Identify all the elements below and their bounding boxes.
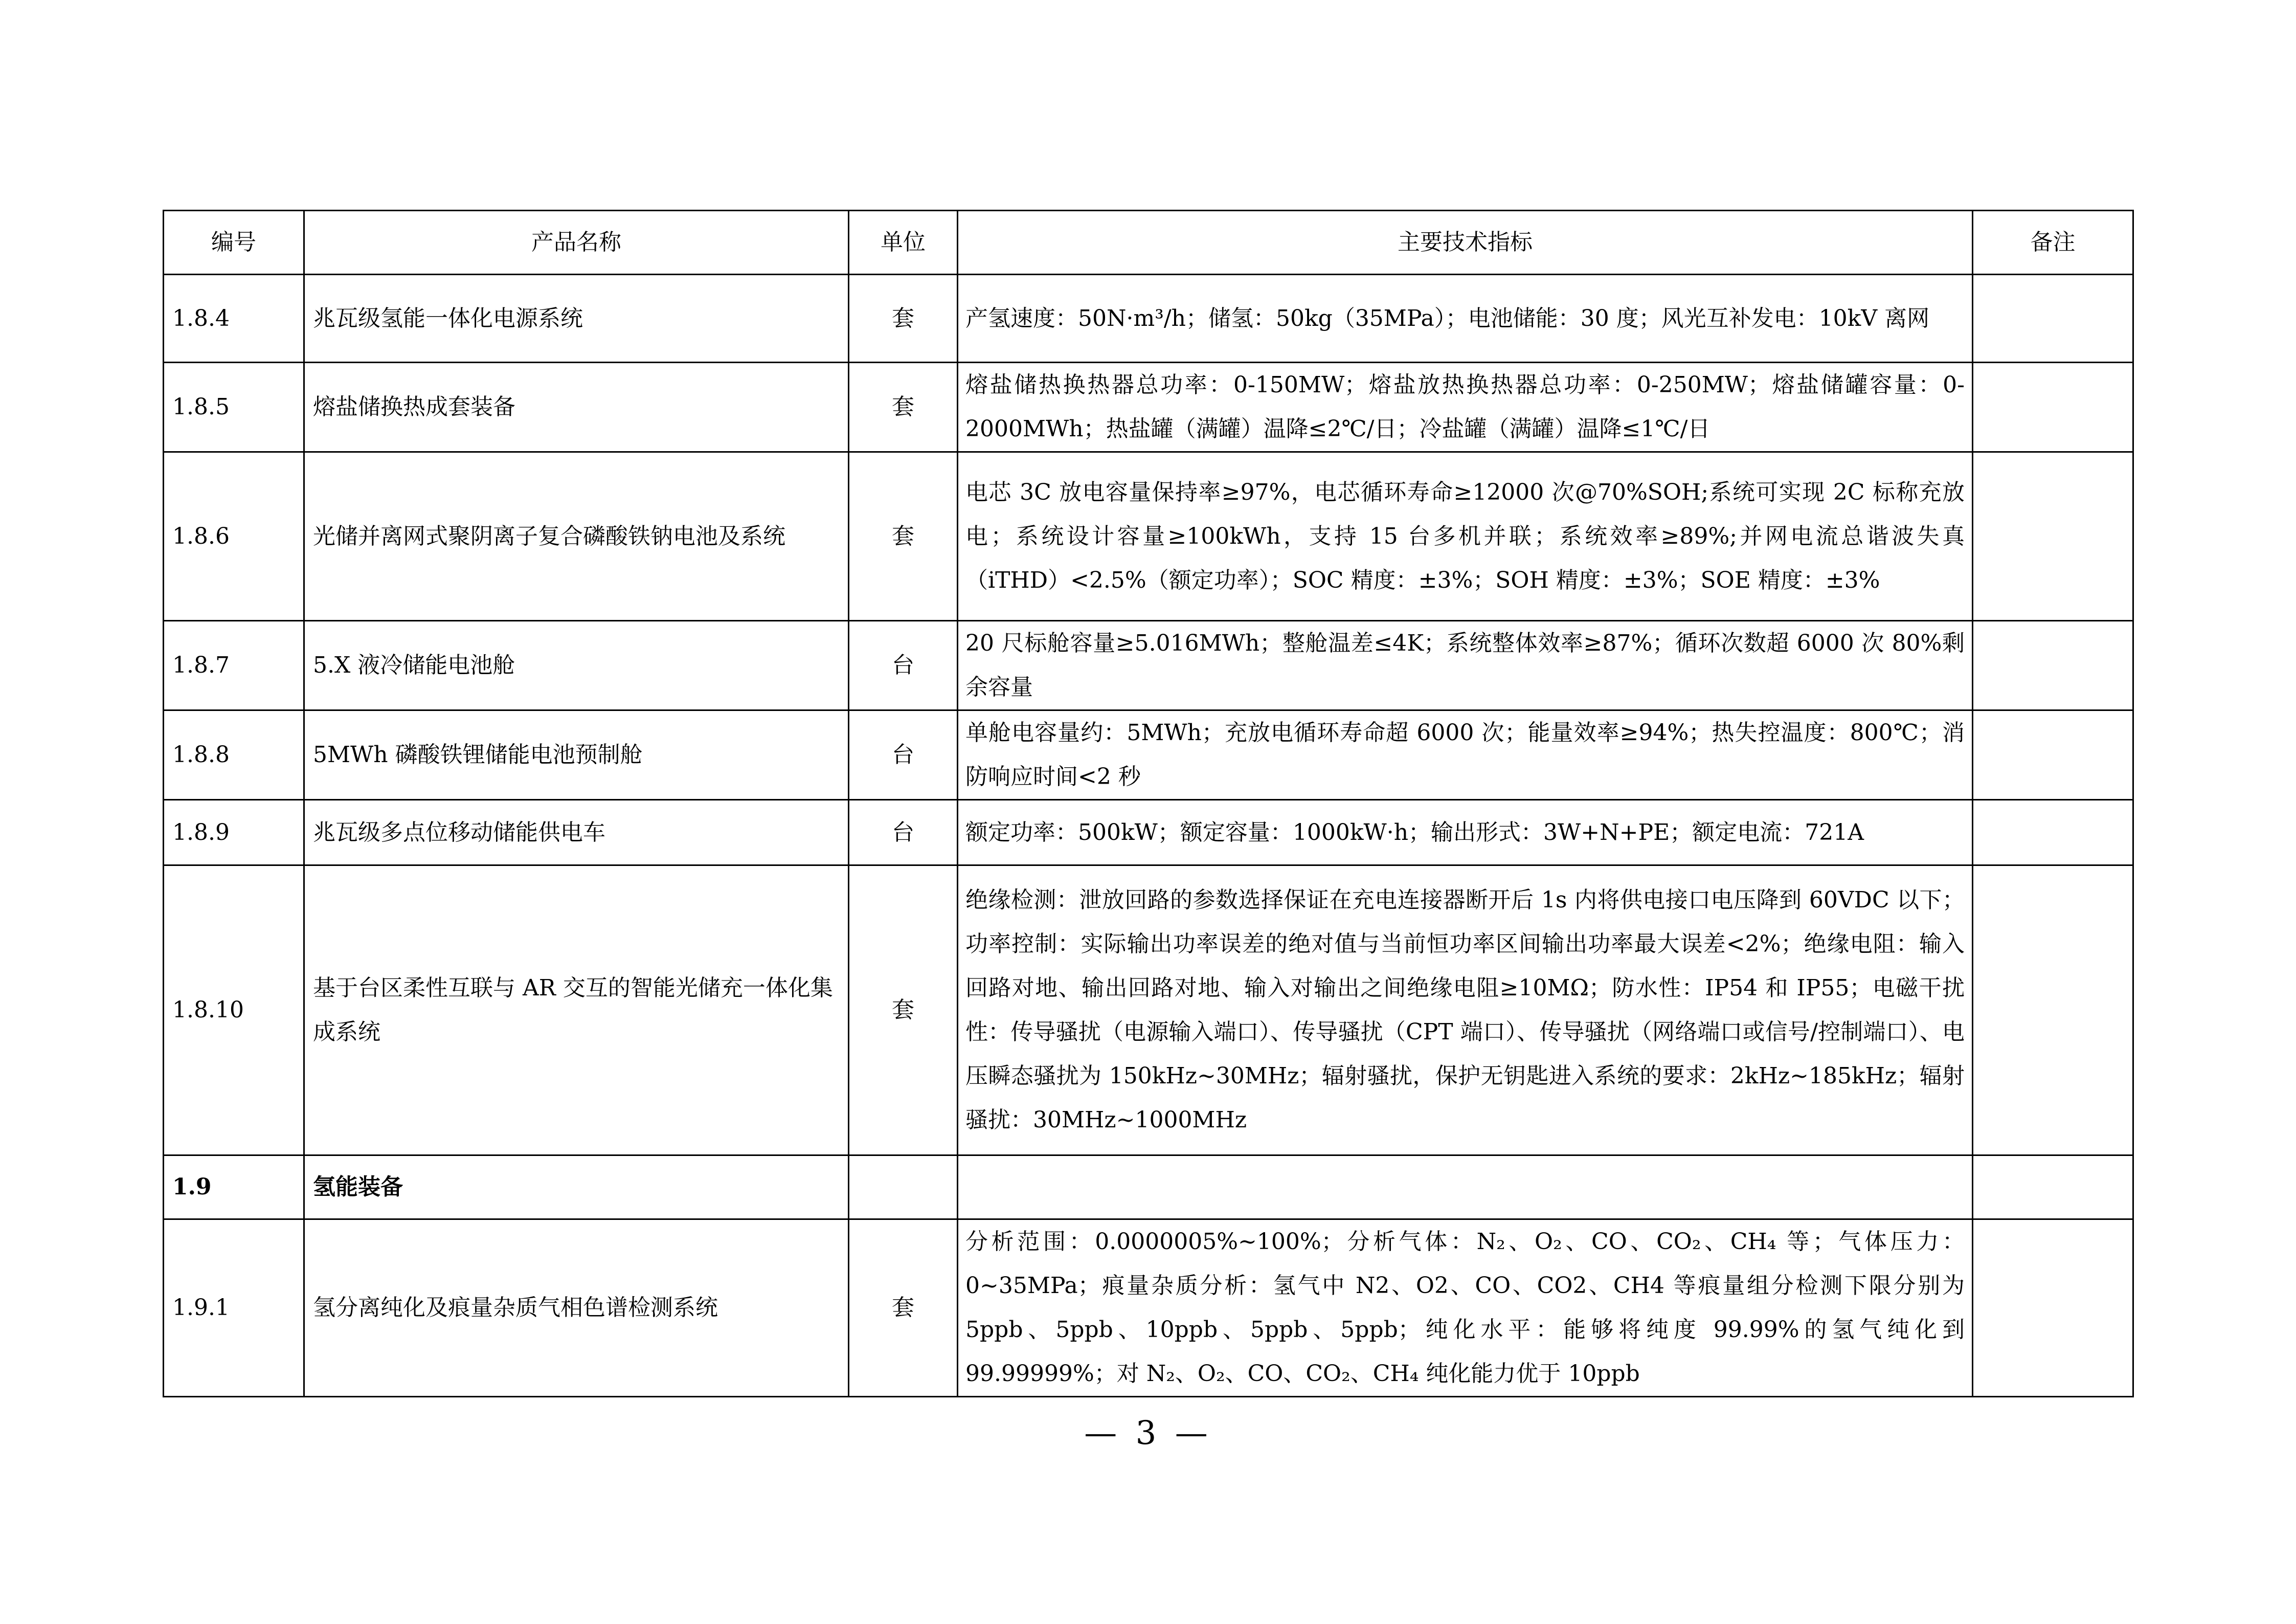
table-row [164, 452, 2133, 621]
row-id: 1.8.7 [164, 621, 304, 710]
table-row [164, 1219, 2133, 1397]
row-id: 1.8.8 [164, 710, 304, 800]
section-unit [849, 1155, 958, 1219]
row-unit: 套 [849, 865, 958, 1155]
header-unit: 单位 [849, 211, 958, 275]
row-unit: 台 [849, 800, 958, 865]
row-name: 基于台区柔性互联与 AR 交互的智能光储充一体化集成系统 [304, 865, 849, 1155]
table-row [164, 710, 2133, 800]
table-row [164, 800, 2133, 865]
section-remark [1973, 1155, 2133, 1219]
row-spec: 额定功率：500kW；额定容量：1000kW·h；输出形式：3W+N+PE；额定电流：721A [958, 800, 1973, 865]
row-remark [1973, 865, 2133, 1155]
row-remark [1973, 452, 2133, 621]
row-unit: 套 [849, 1219, 958, 1397]
row-remark [1973, 621, 2133, 710]
row-id: 1.8.6 [164, 452, 304, 621]
table-row [164, 621, 2133, 710]
row-id: 1.8.9 [164, 800, 304, 865]
row-unit: 套 [849, 363, 958, 452]
table-header-row [164, 211, 2133, 275]
row-remark [1973, 710, 2133, 800]
table-row [164, 275, 2133, 363]
row-name: 兆瓦级多点位移动储能供电车 [304, 800, 849, 865]
row-spec: 单舱电容量约：5MWh；充放电循环寿命超 6000 次；能量效率≥94%；热失控温度：800℃；消防响应时间<2 秒 [958, 710, 1973, 800]
row-id: 1.8.10 [164, 865, 304, 1155]
header-spec: 主要技术指标 [958, 211, 1973, 275]
section-name: 氢能装备 [304, 1155, 849, 1219]
row-remark [1973, 363, 2133, 452]
row-id: 1.8.4 [164, 275, 304, 363]
row-remark [1973, 800, 2133, 865]
row-spec: 20 尺标舱容量≥5.016MWh；整舱温差≤4K；系统整体效率≥87%；循环次数超 6000 次 80%剩余容量 [958, 621, 1973, 710]
section-row [164, 1155, 2133, 1219]
row-unit: 套 [849, 275, 958, 363]
row-remark [1973, 275, 2133, 363]
row-name: 5.X 液冷储能电池舱 [304, 621, 849, 710]
section-id: 1.9 [164, 1155, 304, 1219]
row-name: 5MWh 磷酸铁锂储能电池预制舱 [304, 710, 849, 800]
row-remark [1973, 1219, 2133, 1397]
row-unit: 台 [849, 621, 958, 710]
row-id: 1.8.5 [164, 363, 304, 452]
header-name: 产品名称 [304, 211, 849, 275]
row-unit: 套 [849, 452, 958, 621]
section-spec [958, 1155, 1973, 1219]
table-row [164, 865, 2133, 1155]
header-id: 编号 [164, 211, 304, 275]
row-name: 熔盐储换热成套装备 [304, 363, 849, 452]
row-spec: 电芯 3C 放电容量保持率≥97%，电芯循环寿命≥12000 次@70%SOH;系统可实现 2C 标称充放电；系统设计容量≥100kWh，支持 15 台多机并联；系统效率≥89%;并网电流总谐波失真（iTHD）<2.5%（额定功率）；SOC 精度：±3%；SOH 精度：±3%；SOE 精度：±3% [958, 452, 1973, 621]
page-number: — 3 — [1084, 1414, 1212, 1452]
row-spec: 分析范围：0.0000005%~100%；分析气体：N₂、O₂、CO、CO₂、CH₄ 等；气体压力：0~35MPa；痕量杂质分析：氢气中 N2、O2、CO、CO2、CH4 等痕量组分检测下限分别为 5ppb、5ppb、10ppb、5ppb、5ppb；纯化水平：能够将纯度 99.99%的氢气纯化到 99.99999%；对 N₂、O₂、CO、CO₂、CH₄ 纯化能力优于 10ppb [958, 1219, 1973, 1397]
row-spec: 熔盐储热换热器总功率：0-150MW；熔盐放热换热器总功率：0-250MW；熔盐储罐容量：0-2000MWh；热盐罐（满罐）温降≤2℃/日；冷盐罐（满罐）温降≤1℃/日 [958, 363, 1973, 452]
table-row [164, 363, 2133, 452]
product-spec-table [163, 210, 2134, 1397]
row-spec: 绝缘检测：泄放回路的参数选择保证在充电连接器断开后 1s 内将供电接口电压降到 60VDC 以下；功率控制：实际输出功率误差的绝对值与当前恒功率区间输出功率最大误差<2%；绝缘电阻：输入回路对地、输出回路对地、输入对输出之间绝缘电阻≥10MΩ；防水性：IP54 和 IP55；电磁干扰性：传导骚扰（电源输入端口）、传导骚扰（CPT 端口）、传导骚扰（网络端口或信号/控制端口）、电压瞬态骚扰为 150kHz~30MHz；辐射骚扰，保护无钥匙进入系统的要求：2kHz~185kHz；辐射骚扰：30MHz~1000MHz [958, 865, 1973, 1155]
row-name: 兆瓦级氢能一体化电源系统 [304, 275, 849, 363]
row-name: 氢分离纯化及痕量杂质气相色谱检测系统 [304, 1219, 849, 1397]
row-spec: 产氢速度：50N·m³/h；储氢：50kg（35MPa）；电池储能：30 度；风光互补发电：10kV 离网 [958, 275, 1973, 363]
header-remark: 备注 [1973, 211, 2133, 275]
row-id: 1.9.1 [164, 1219, 304, 1397]
row-name: 光储并离网式聚阴离子复合磷酸铁钠电池及系统 [304, 452, 849, 621]
row-unit: 台 [849, 710, 958, 800]
